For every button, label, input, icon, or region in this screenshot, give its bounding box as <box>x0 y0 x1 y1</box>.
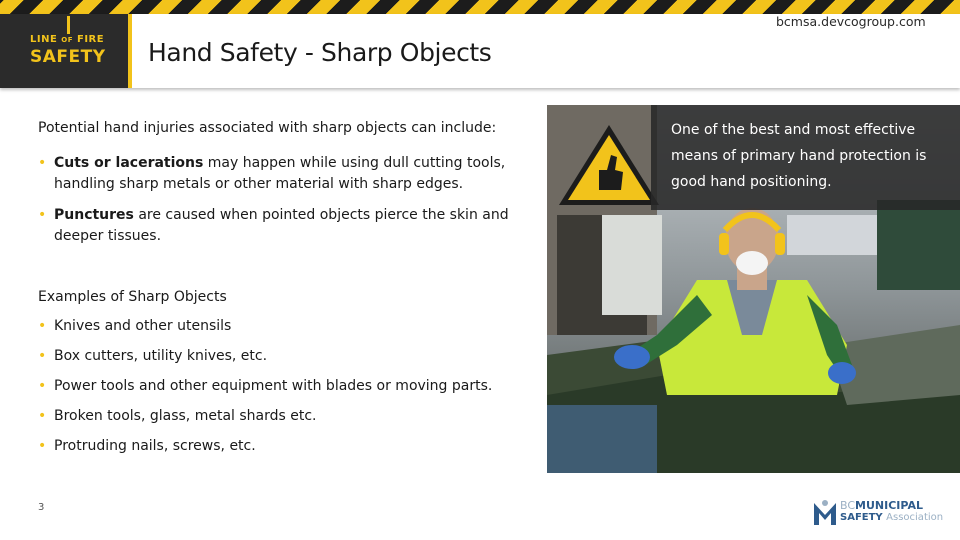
list-item <box>38 346 538 367</box>
example-text: Power tools and other equipment with blades or moving parts. <box>54 378 493 394</box>
line-of-fire-safety-logo <box>0 14 132 88</box>
bullet-icon: • <box>38 408 47 424</box>
logo-association-text: Association <box>886 512 944 523</box>
bullet-icon: • <box>38 438 47 454</box>
bullet-icon: • <box>38 378 47 394</box>
tip-text: One of the best and most effective means of primary hand protection is good hand positioning. <box>671 122 927 190</box>
site-url: bcmsa.devcogroup.com <box>776 14 926 29</box>
msa-m-icon <box>812 497 838 527</box>
hazard-stripe-band <box>0 0 960 14</box>
bullet-icon: • <box>38 207 47 223</box>
bullet-icon: • <box>38 348 47 364</box>
logo-line-text: LINE <box>30 34 58 45</box>
list-item <box>38 376 538 397</box>
logo-accent-bar <box>67 16 70 34</box>
injury-term: Cuts or lacerations <box>54 155 204 171</box>
injury-description: are caused when pointed objects pierce the skin and deeper tissues. <box>54 207 509 244</box>
examples-heading: Examples of Sharp Objects <box>38 289 227 305</box>
main-content <box>38 118 538 466</box>
logo-safety-text: SAFETY <box>30 47 106 67</box>
injury-term: Punctures <box>54 207 134 223</box>
logo-of-text: OF <box>61 36 74 44</box>
examples-list <box>38 316 538 457</box>
logo-line-1 <box>840 499 923 512</box>
list-item <box>38 406 538 427</box>
list-item <box>38 153 538 195</box>
intro-text: Potential hand injuries associated with sharp objects can include: <box>38 120 497 136</box>
bc-municipal-safety-association-logo <box>812 497 944 529</box>
list-item <box>38 205 538 247</box>
logo-line-2 <box>840 512 943 523</box>
logo-fire-text: FIRE <box>77 34 105 45</box>
example-text: Box cutters, utility knives, etc. <box>54 348 268 364</box>
example-text: Knives and other utensils <box>54 318 232 334</box>
logo-bc-text: BC <box>840 499 856 512</box>
example-text: Protruding nails, screws, etc. <box>54 438 256 454</box>
bullet-icon: • <box>38 155 47 171</box>
logo-municipal-text: MUNICIPAL <box>855 499 923 512</box>
list-item <box>38 436 538 457</box>
page-title: Hand Safety - Sharp Objects <box>148 38 492 67</box>
injury-list <box>38 153 538 247</box>
bullet-icon: • <box>38 318 47 334</box>
logo-safety-word: SAFETY <box>840 512 883 523</box>
injury-description: may happen while using dull cutting tools, handling sharp metals or other material with sharp edges. <box>54 155 506 192</box>
logo-line-of-fire <box>30 34 104 45</box>
example-text: Broken tools, glass, metal shards etc. <box>54 408 317 424</box>
page-number: 3 <box>38 502 45 513</box>
list-item <box>38 316 538 337</box>
